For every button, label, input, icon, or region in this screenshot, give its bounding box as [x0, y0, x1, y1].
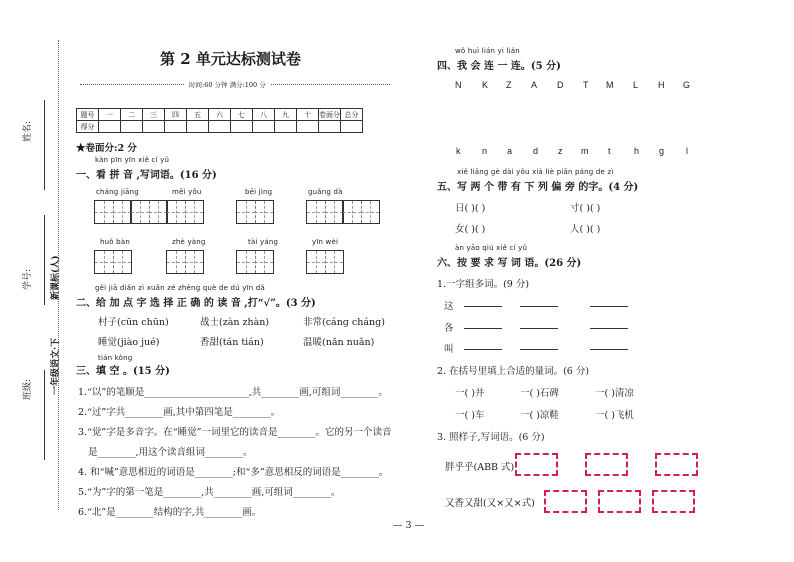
- letter-lower[interactable]: g: [659, 146, 665, 156]
- neatness-score: ★卷面分:2 分: [76, 143, 137, 154]
- word-pinyin: bēi jìnɡ: [245, 188, 273, 196]
- reading-choice[interactable]: 村子(cūn chūn): [98, 317, 169, 328]
- score-cell: 六: [209, 109, 231, 121]
- section3-pinyin: tián kònɡ: [98, 354, 133, 362]
- section3-title: 三、填 空 。(15 分): [76, 366, 170, 377]
- answer-line[interactable]: [464, 306, 502, 307]
- edition-label: 新课标(人): [51, 255, 61, 300]
- section2-title: 二、给 加 点 字 选 择 正 确 的 读 音 ,打“√”。(3 分): [76, 298, 316, 309]
- answer-box[interactable]: [655, 453, 698, 476]
- page-title: 第 2 单元达标测试卷: [160, 50, 301, 68]
- score-input[interactable]: [275, 121, 297, 133]
- part2-title: 2. 在括号里填上合适的量词。(6 分): [437, 366, 590, 377]
- score-cell: 十: [297, 109, 319, 121]
- measure-word-item[interactable]: 一( )飞机: [595, 410, 634, 421]
- writing-grid[interactable]: [166, 250, 204, 274]
- writing-grid[interactable]: [306, 250, 344, 274]
- score-input[interactable]: [231, 121, 253, 133]
- section5-title: 五、写 两 个 带 有 下 列 偏 旁 的字。(4 分): [437, 182, 639, 193]
- fill-question-4[interactable]: 4. 和“喊”意思相近的词语是________;和“多”意思相反的词语是________。: [78, 467, 389, 478]
- word-pinyin: chánɡ jiānɡ: [96, 188, 139, 196]
- answer-box[interactable]: [652, 490, 695, 513]
- score-input[interactable]: [187, 121, 209, 133]
- group-char: 叫: [444, 344, 454, 355]
- answer-line[interactable]: [520, 349, 558, 350]
- answer-line[interactable]: [464, 349, 502, 350]
- score-cell: 九: [275, 109, 297, 121]
- writing-grid[interactable]: [342, 200, 380, 224]
- word-pinyin: ɡuǎnɡ dà: [308, 188, 343, 196]
- section4-title: 四、我 会 连 一 连。(5 分): [437, 61, 561, 72]
- score-input[interactable]: [341, 121, 363, 133]
- radical-item[interactable]: 寸( )( ): [570, 203, 601, 214]
- group-char: 这: [444, 301, 454, 312]
- letter-upper[interactable]: T: [583, 80, 589, 90]
- score-input[interactable]: [121, 121, 143, 133]
- section2-pinyin: ɡěi jiā diǎn zì xuǎn zé zhènɡ què de dú yīn dǎ: [95, 284, 265, 292]
- sidebar-line: [44, 370, 45, 460]
- letter-upper[interactable]: Z: [506, 80, 512, 90]
- fill-question-3-cont[interactable]: 是________,用这个读音组词________。: [88, 447, 253, 458]
- answer-box[interactable]: [585, 453, 628, 476]
- sidebar-line: [44, 100, 45, 190]
- score-cell: 三: [143, 109, 165, 121]
- letter-upper[interactable]: N: [455, 80, 462, 90]
- score-cell: 总分: [341, 109, 363, 121]
- score-table: [76, 108, 363, 133]
- reading-choice[interactable]: 战士(zàn zhàn): [200, 317, 270, 328]
- section6-pinyin: àn yāo qiú xiě cí yǔ: [455, 244, 528, 252]
- letter-lower[interactable]: z: [558, 146, 563, 156]
- letter-upper[interactable]: G: [683, 80, 691, 90]
- score-cell: 四: [165, 109, 187, 121]
- writing-grid[interactable]: [306, 200, 344, 224]
- answer-line[interactable]: [464, 328, 502, 329]
- pattern-example-2: 又香又甜(又×又×式): [445, 498, 535, 509]
- word-pinyin: zhè yànɡ: [172, 238, 206, 246]
- score-cell: 五: [187, 109, 209, 121]
- pattern-example-1: 胖乎乎(ABB 式): [445, 462, 515, 473]
- score-cell: 八: [253, 109, 275, 121]
- score-input[interactable]: [143, 121, 165, 133]
- answer-line[interactable]: [590, 328, 628, 329]
- answer-line[interactable]: [590, 306, 628, 307]
- measure-word-item[interactable]: 一( )车: [455, 410, 485, 421]
- letter-lower[interactable]: d: [533, 146, 539, 156]
- answer-line[interactable]: [520, 328, 558, 329]
- score-cell: 二: [121, 109, 143, 121]
- section1-title: 一、看 拼 音 ,写词语。(16 分): [76, 170, 217, 181]
- word-pinyin: yīn wèi: [312, 238, 339, 246]
- word-pinyin: měi yǒu: [172, 188, 202, 196]
- section4-pinyin: wǒ huì lián yi lián: [455, 47, 520, 55]
- binding-line: [58, 40, 59, 510]
- reading-choice[interactable]: 睡觉(jiào jué): [98, 337, 160, 348]
- part1-title: 1.一字组多词。(9 分): [437, 279, 530, 290]
- score-input[interactable]: [99, 121, 121, 133]
- letter-upper[interactable]: M: [606, 80, 614, 90]
- fill-question-6[interactable]: 6.“北”是________结构的字,共________画。: [78, 507, 262, 518]
- group-char: 各: [444, 323, 454, 334]
- measure-word-item[interactable]: 一( )清凉: [595, 388, 634, 399]
- fill-question-5[interactable]: 5.“为”字的第一笔是________,共________画,可组词________。: [78, 487, 341, 498]
- reading-choice[interactable]: 温暖(nǎn nuǎn): [303, 337, 375, 348]
- writing-grid[interactable]: [166, 200, 204, 224]
- score-input[interactable]: [253, 121, 275, 133]
- writing-grid[interactable]: [236, 200, 274, 224]
- student-id-label: 学号:: [23, 268, 33, 290]
- score-row-label: 得分: [77, 121, 99, 133]
- letter-lower[interactable]: a: [507, 146, 513, 156]
- radical-item[interactable]: 日( )( ): [455, 203, 486, 214]
- answer-box[interactable]: [544, 490, 587, 513]
- fill-question-3[interactable]: 3.“觉”字是多音字。在“睡觉”一词里它的读音是________。它的另一个读音: [78, 427, 392, 438]
- writing-grid[interactable]: [94, 200, 132, 224]
- writing-grid[interactable]: [94, 250, 132, 274]
- sidebar-line: [44, 215, 45, 305]
- letter-lower[interactable]: h: [634, 146, 640, 156]
- radical-item[interactable]: 女( )( ): [455, 224, 486, 235]
- score-cell: 一: [99, 109, 121, 121]
- letter-lower[interactable]: t: [608, 146, 611, 156]
- answer-line[interactable]: [590, 349, 628, 350]
- writing-grid[interactable]: [130, 200, 168, 224]
- letter-lower[interactable]: l: [686, 146, 688, 156]
- reading-choice[interactable]: 非常(cánɡ chánɡ): [303, 317, 385, 328]
- class-label: 班级:: [23, 378, 33, 400]
- score-cell: 题号: [77, 109, 99, 121]
- section5-pinyin: xiě liǎnɡ ɡè dài yǒu xià liè piān pánɡ de zì: [457, 168, 614, 176]
- letter-upper[interactable]: K: [482, 80, 489, 90]
- section1-pinyin: kàn pīn yīn xiě cí yǔ: [95, 156, 170, 164]
- part3-title: 3. 照样子,写词语。(6 分): [437, 432, 545, 443]
- section6-title: 六、按 要 求 写 词 语。(26 分): [437, 258, 582, 269]
- page-number: — 3 —: [393, 520, 425, 531]
- name-label: 姓名:: [23, 120, 33, 142]
- score-input[interactable]: [209, 121, 231, 133]
- letter-upper[interactable]: A: [531, 80, 538, 90]
- fill-question-2[interactable]: 2.“过”字共________画,其中第四笔是________。: [78, 407, 281, 418]
- letter-upper[interactable]: D: [557, 80, 564, 90]
- letter-lower[interactable]: k: [456, 146, 461, 156]
- reading-choice[interactable]: 香甜(tán tián): [200, 337, 264, 348]
- measure-word-item[interactable]: 一( )井: [455, 388, 485, 399]
- measure-word-item[interactable]: 一( )石碑: [520, 388, 559, 399]
- answer-box[interactable]: [598, 490, 641, 513]
- answer-line[interactable]: [520, 306, 558, 307]
- letter-lower[interactable]: m: [581, 146, 589, 156]
- word-pinyin: tài yánɡ: [248, 238, 279, 246]
- letter-upper[interactable]: H: [658, 80, 665, 90]
- measure-word-item[interactable]: 一( )凉鞋: [520, 410, 559, 421]
- word-pinyin: huǒ bàn: [100, 238, 130, 246]
- writing-grid[interactable]: [236, 250, 274, 274]
- book-label: 一年级语文·下: [51, 337, 61, 395]
- score-input[interactable]: [319, 121, 341, 133]
- time-info: 时间:60 分钟 满分:100 分: [185, 80, 270, 89]
- score-cell: 七: [231, 109, 253, 121]
- answer-box[interactable]: [515, 453, 558, 476]
- fill-question-1[interactable]: 1.“以”的笔顺是______________________,共________画,可组词________。: [78, 387, 388, 398]
- score-input[interactable]: [165, 121, 187, 133]
- score-cell: 卷面分: [319, 110, 340, 119]
- letter-upper[interactable]: L: [633, 80, 639, 90]
- letter-lower[interactable]: n: [482, 146, 488, 156]
- radical-item[interactable]: 人( )( ): [570, 224, 601, 235]
- score-input[interactable]: [297, 121, 319, 133]
